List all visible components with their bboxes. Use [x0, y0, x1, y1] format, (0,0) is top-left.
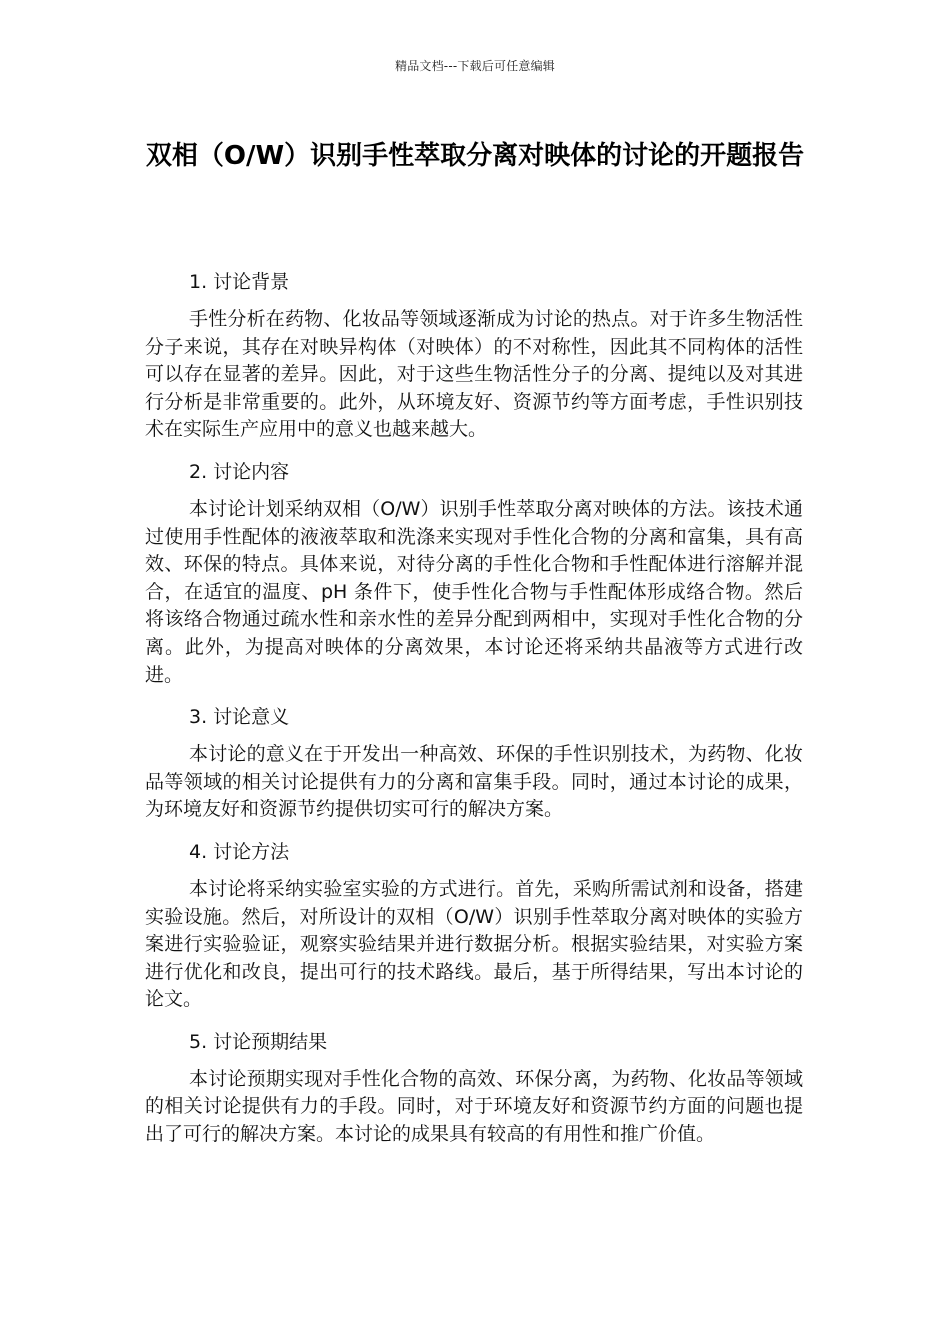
section-expected-results — [145, 1028, 803, 1149]
section-paragraph: 本讨论的意义在于开发出一种高效、环保的手性识别技术，为药物、化妆品等领域的相关讨论提供有力的分离和富集手段。同时，通过本讨论的成果，为环境友好和资源节约提供切实可行的解决方案。 — [145, 743, 803, 821]
section-method — [145, 838, 803, 1014]
header-note: 精品文档---下载后可任意编辑 — [395, 59, 555, 73]
section-paragraph: 手性分析在药物、化妆品等领域逐渐成为讨论的热点。对于许多生物活性分子来说，其存在对映异构体（对映体）的不对称性，因此其不同构体的活性可以存在显著的差异。因此，对于这些生物活性分子的分离、提纯以及对其进行分析是非常重要的。此外，从环境友好、资源节约等方面考虑，手性识别技术在实际生产应用中的意义也越来越大。 — [145, 308, 803, 441]
section-heading: 1. 讨论背景 — [189, 271, 290, 293]
document-title: 双相（O/W）识别手性萃取分离对映体的讨论的开题报告 — [145, 141, 805, 171]
section-content — [145, 458, 803, 689]
document-body — [145, 268, 803, 1163]
section-paragraph: 本讨论将采纳实验室实验的方式进行。首先，采购所需试剂和设备，搭建实验设施。然后，对所设计的双相（O/W）识别手性萃取分离对映体的实验方案进行实验验证，观察实验结果并进行数据分析。根据实验结果，对实验方案进行优化和改良，提出可行的技术路线。最后，基于所得结果，写出本讨论的论文。 — [145, 877, 803, 1011]
section-heading: 4. 讨论方法 — [189, 840, 290, 863]
section-paragraph: 本讨论计划采纳双相（O/W）识别手性萃取分离对映体的方法。该技术通过使用手性配体的液液萃取和洗涤来实现对手性化合物的分离和富集，具有高效、环保的特点。具体来说，对待分离的手性化合物和手性配体进行溶解并混合，在适宜的温度、pH 条件下，使手性化合物与手性配体形成络合物。然后将该络合物通过疏水性和亲水性的差异分配到两相中，实现对手性化合物的分离。此外，为提高对映体的分离效果，本讨论还将采纳共晶液等方式进行改进。 — [145, 497, 803, 686]
section-significance — [145, 703, 803, 824]
section-heading: 3. 讨论意义 — [189, 706, 290, 729]
section-heading: 5. 讨论预期结果 — [189, 1030, 328, 1053]
section-heading: 2. 讨论内容 — [189, 460, 290, 483]
section-paragraph: 本讨论预期实现对手性化合物的高效、环保分离，为药物、化妆品等领域的相关讨论提供有力的手段。同时，对于环境友好和资源节约方面的问题也提出了可行的解决方案。本讨论的成果具有较高的有用性和推广价值。 — [145, 1067, 803, 1146]
section-background — [145, 268, 803, 444]
